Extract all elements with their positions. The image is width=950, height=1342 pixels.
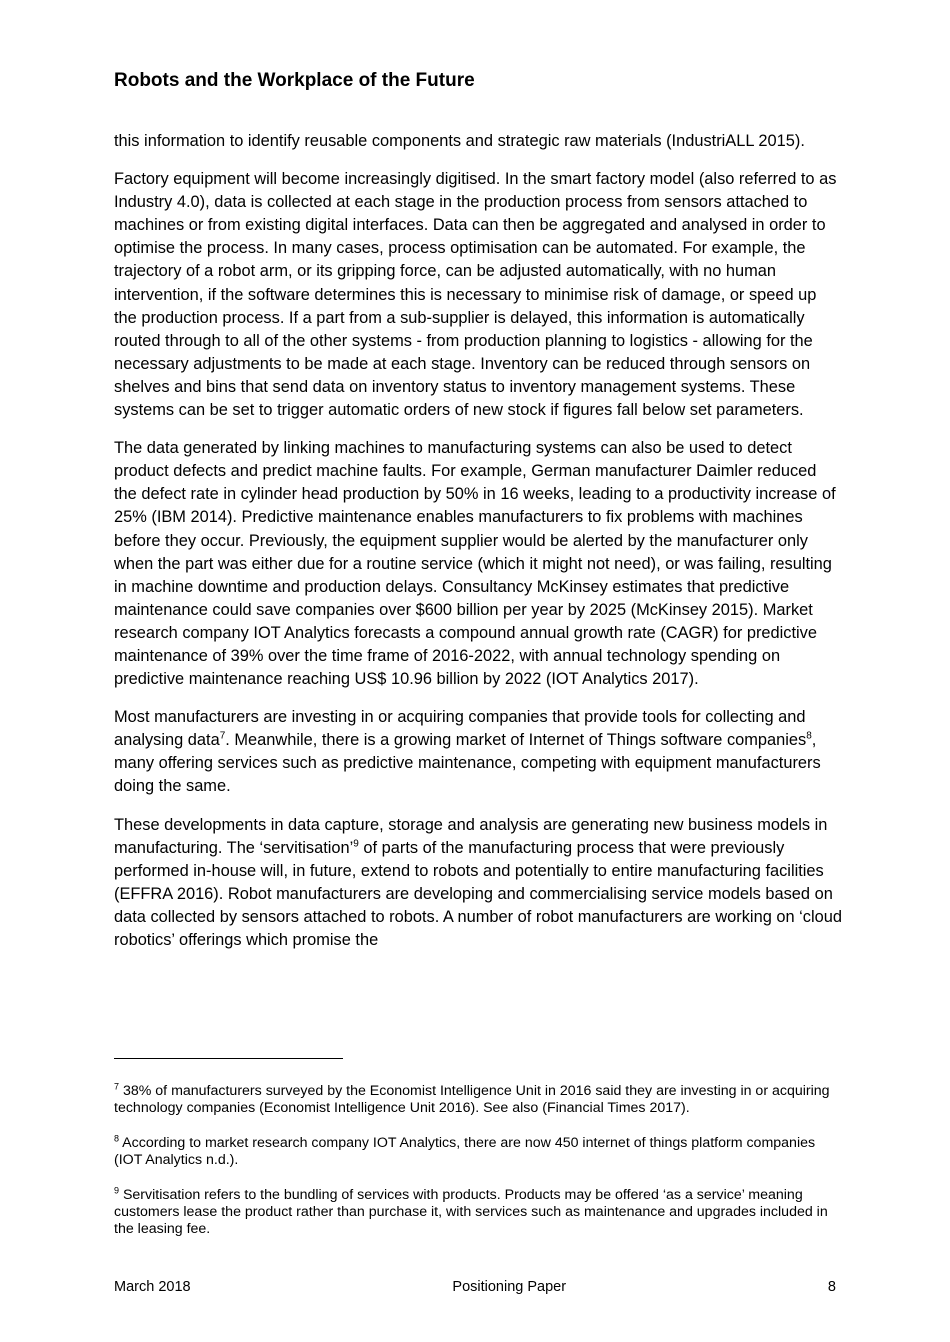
footer-doc-type: Positioning Paper — [452, 1279, 567, 1295]
paragraph-5-text-a: These developments in data capture, storage and analysis are generating new business models in manufacturing. The ‘servitisation’ — [114, 815, 828, 857]
footnote-ref-7[interactable]: 7 — [219, 730, 226, 742]
footnote-separator — [114, 1058, 343, 1059]
footnote-number: 7 — [114, 1081, 120, 1092]
page-header-title: Robots and the Workplace of the Future — [114, 70, 475, 91]
footnote-ref-9[interactable]: 9 — [353, 838, 359, 850]
paragraph-4-text-c: , many offering services such as predictive maintenance, competing with equipment manufacturers doing the same. — [114, 731, 821, 796]
footnote-8 — [114, 1135, 842, 1170]
page-number: 8 — [827, 1279, 836, 1295]
footnote-text: Servitisation refers to the bundling of services with products. Products may be offered ‘as a service’ meaning customers lease the product rather than purchase it, with services such as maintenance and upgrades included in the leasing fee. — [114, 1186, 828, 1238]
paragraph-1: this information to identify reusable components and strategic raw materials (IndustriALL 2015). — [114, 132, 805, 150]
footnote-text: 38% of manufacturers surveyed by the Economist Intelligence Unit in 2016 said they are investing in or acquiring technology companies (Economist Intelligence Unit 2016). See also (Financial Times 2017). — [114, 1083, 830, 1117]
footer-date: March 2018 — [114, 1279, 191, 1295]
paragraph-5-text-b: of parts of the manufacturing process that were previously performed in-house will, in future, extend to robots and potentially to entire manufacturing facilities (EFFRA 2016). Robot manufacturers are developing and commercialising service models based on data collected by sensors attached to robots. A number of robot manufacturers are working on ‘cloud robotics’ offerings which promise the — [114, 838, 842, 949]
paragraph-5 — [114, 814, 842, 953]
body-text — [114, 130, 842, 967]
paragraph-3: The data generated by linking machines to manufacturing systems can also be used to detect product defects and predict machine faults. For example, German manufacturer Daimler reduced the defect rate in cylinder head production by 50% in 16 weeks, leading to a productivity increase of 25% (IBM 2014). Predictive maintenance enables manufacturers to fix problems with machines before they occur. Previously, the equipment supplier would be alerted by the manufacturer only when the part was either due for a routine service (which it might not need), or was failing, resulting in machine downtime and production delays. Consultancy McKinsey estimates that predictive maintenance could save companies over $600 billion per year by 2025 (McKinsey 2015). Market research company IOT Analytics forecasts a compound annual growth rate (CAGR) for predictive maintenance of 39% over the time frame of 2016-2022, with annual technology spending on predictive maintenance reaching US$ 10.96 billion by 2022 (IOT Analytics 2017). — [114, 439, 836, 689]
footnotes — [114, 1083, 842, 1256]
paragraph-4-text-b: . Meanwhile, there is a growing market of Internet of Things software companies — [225, 731, 807, 750]
footnote-text: According to market research company IOT Analytics, there are now 450 internet of things platform companies (IOT Analytics n.d.). — [114, 1134, 816, 1169]
footnote-9 — [114, 1184, 842, 1239]
footnote-number: 8 — [114, 1133, 120, 1144]
footnote-ref-8[interactable]: 8 — [806, 730, 812, 742]
page-footer — [114, 1279, 836, 1295]
paragraph-4 — [114, 706, 842, 798]
footnote-7 — [114, 1083, 842, 1118]
paragraph-2: Factory equipment will become increasingly digitised. In the smart factory model (also referred to as Industry 4.0), data is collected at each stage in the production process from sensors attached to machines or from existing digital interfaces. Data can then be aggregated and analysed in order to optimise the process. In many cases, process optimisation can be automated. For example, the trajectory of a robot arm, or its gripping force, can be adjusted automatically, with no human intervention, if the software determines this is necessary to minimise risk of damage, or speed up the production process. If a part from a sub-supplier is delayed, this information is automatically routed through to all of the other systems - from production planning to logistics - allowing for the necessary adjustments to be made at each stage. Inventory can be reduced through sensors on shelves and bins that send data on inventory status to inventory management systems. These systems can be set to trigger automatic orders of new stock if figures fall below set parameters. — [114, 170, 837, 420]
footnote-number: 9 — [114, 1184, 120, 1195]
paragraph-4-text-a: Most manufacturers are investing in or acquiring companies that provide tools for collecting and analysing data — [114, 708, 806, 750]
